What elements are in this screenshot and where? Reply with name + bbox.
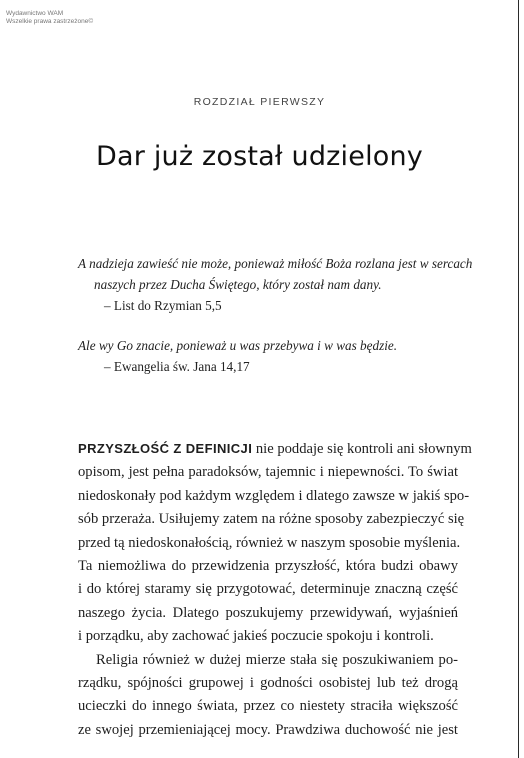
body-line-text: nie poddaje się kontroli ani słownym: [252, 441, 472, 457]
body-line: Religia również w dużej mierze stała się poszukiwaniem po-: [96, 651, 458, 668]
body-line: przed tą niedoskonałością, również w naszym sposobie myślenia.: [78, 534, 461, 551]
body-line: Ta niemożliwa do przewidzenia przyszłość, która budzi obawy: [78, 558, 458, 575]
body-line: naszego życia. Dlatego poszukujemy przewidywań, wyjaśnień: [78, 604, 458, 621]
chapter-title: Dar już został udzielony: [96, 141, 423, 172]
body-text: [78, 437, 472, 742]
epigraph-quote-line: A nadzieja zawieść nie może, ponieważ miłość Boża rozlana jest w sercach: [78, 256, 473, 271]
copyright-notice: [6, 10, 93, 26]
body-line: i do której staramy się przygotować, determinuje znaczną część: [78, 581, 458, 598]
epigraph-source: – List do Rzymian 5,5: [104, 298, 222, 313]
epigraph-quote-line: naszych przez Ducha Świętego, który został nam dany.: [94, 277, 382, 292]
epigraph-1: [78, 253, 478, 316]
body-line: i porządku, aby zachować jakieś poczucie spokoju i kontroli.: [78, 628, 434, 645]
chapter-label: ROZDZIAŁ PIERWSZY: [193, 96, 326, 108]
epigraph-quote: [78, 335, 478, 356]
body-line: opisom, jest pełna paradoksów, tajemnic i niepewności. To świat: [78, 464, 458, 481]
epigraph-2: [78, 335, 478, 377]
body-line: rządku, spójności grupowej i godności osobistej lub też drogą: [78, 675, 458, 692]
epigraph-source: – Ewangelia św. Jana 14,17: [104, 359, 250, 374]
body-line: ucieczki do innego świata, przez co niestety straciła większość: [78, 698, 458, 715]
body-line: ze swojej przemieniającej mocy. Prawdziwa duchowość nie jest: [78, 721, 458, 738]
lead-in-small-caps: PRZYSZŁOŚĆ Z DEFINICJI: [78, 441, 253, 456]
body-line: sób przeraża. Usiłujemy zatem na różne sposoby zabezpieczyć się: [78, 511, 465, 528]
epigraph-quote-line: Ale wy Go znacie, ponieważ u was przebywa i w was będzie.: [78, 338, 398, 353]
body-line: [78, 437, 472, 461]
rights-line: Wszelkie prawa zastrzeżone©: [6, 18, 94, 25]
publisher-line: Wydawnictwo WAM: [6, 10, 64, 17]
body-line: niedoskonały pod każdym względem i dlatego zawsze w jakiś spo-: [78, 487, 470, 504]
epigraph-quote: [78, 253, 478, 295]
